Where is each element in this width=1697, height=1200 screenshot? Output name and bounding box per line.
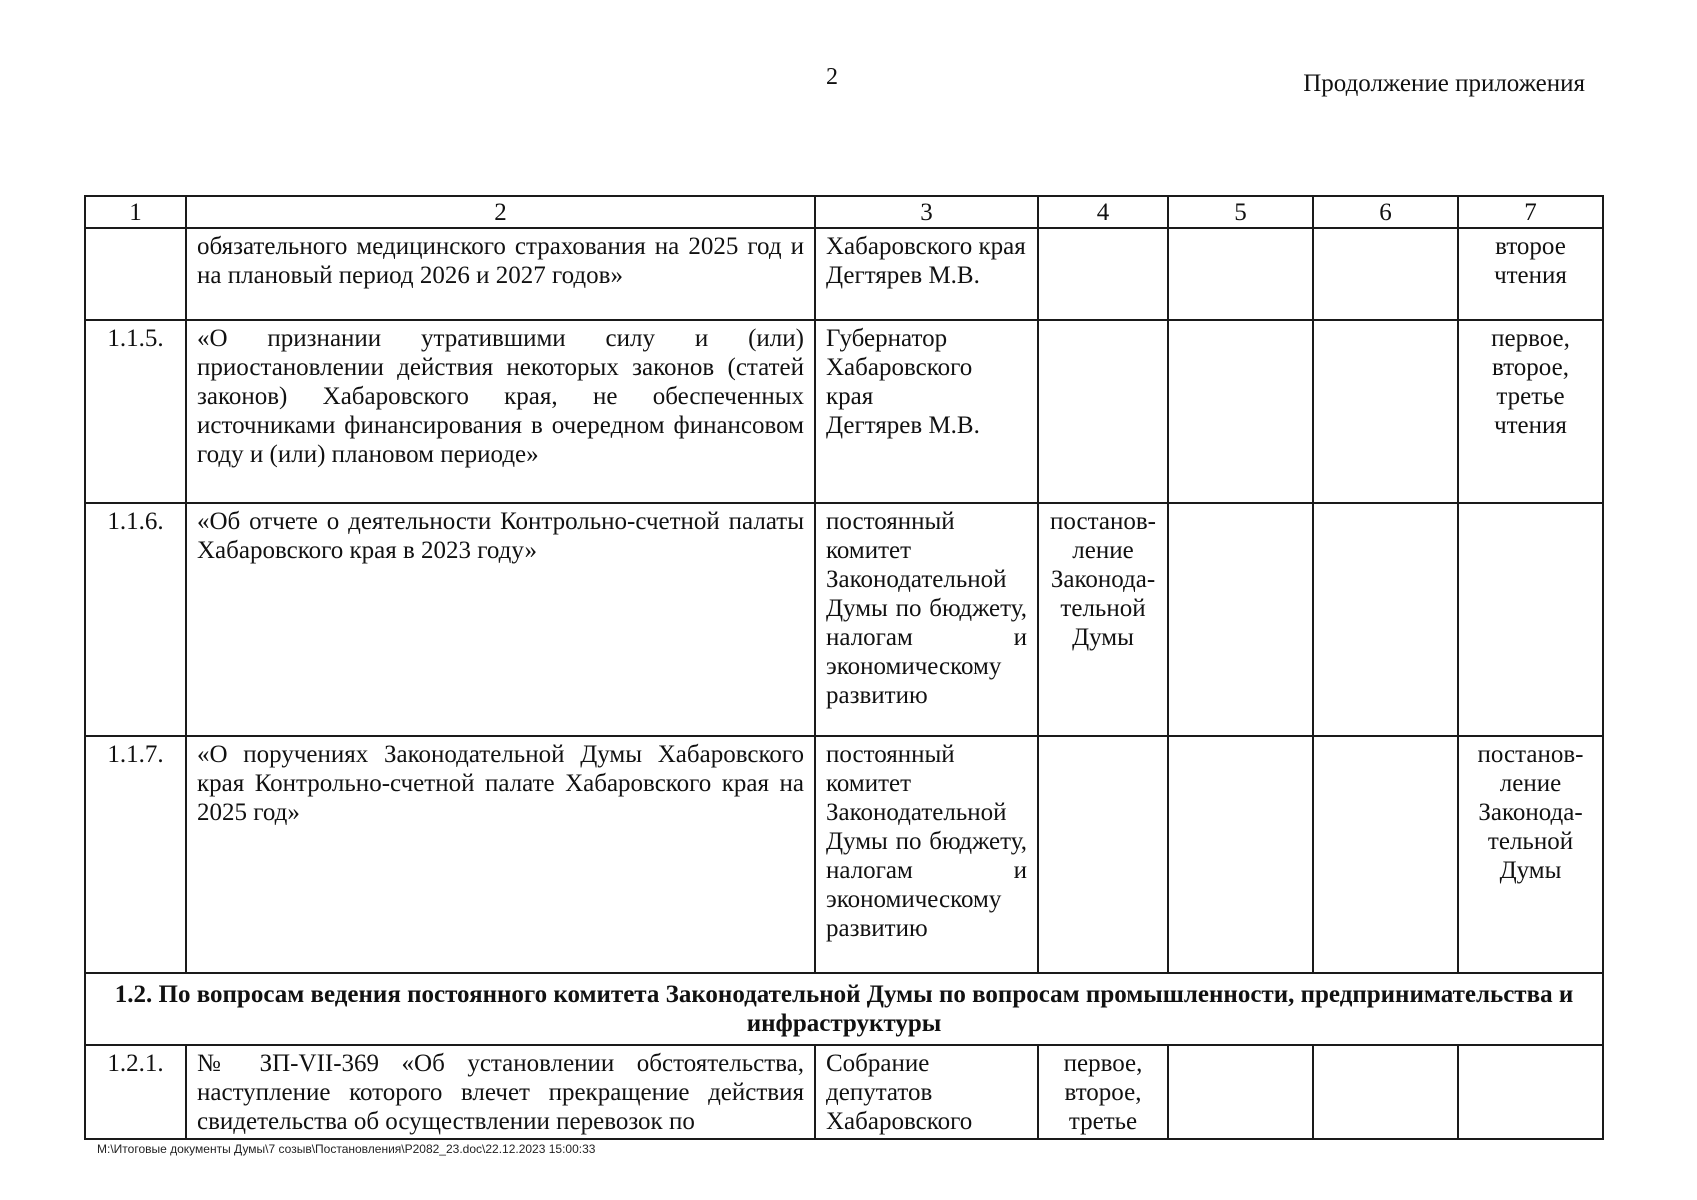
col-6-cell bbox=[1313, 736, 1458, 973]
item-title: № ЗП-VII-369 «Об установлении обстоятельства, наступление которого влечет прекращение действия свидетельства об осуществлении перевозок по bbox=[186, 1045, 815, 1139]
col-6-cell bbox=[1313, 1045, 1458, 1139]
reading-stage: второе чтения bbox=[1458, 228, 1603, 320]
reading-stage: первое, второе, третье чтения bbox=[1458, 320, 1603, 503]
form-of-decision bbox=[1038, 228, 1168, 320]
responsible: Хабаровского края Дегтярев М.В. bbox=[815, 228, 1038, 320]
header-col-4: 4 bbox=[1038, 196, 1168, 228]
col-5-cell bbox=[1168, 736, 1313, 973]
section-title: 1.2. По вопросам ведения постоянного комитета Законодательной Думы по вопросам промышленности, предпринимательства и инфраструктуры bbox=[85, 973, 1603, 1045]
plan-table bbox=[84, 195, 1604, 1140]
table-row bbox=[85, 228, 1603, 320]
reading-stage bbox=[1458, 1045, 1603, 1139]
row-number: 1.2.1. bbox=[85, 1045, 186, 1139]
table-row bbox=[85, 736, 1603, 973]
row-number bbox=[85, 228, 186, 320]
item-title: обязательного медицинского страхования на 2025 год и на плановый период 2026 и 2027 годов» bbox=[186, 228, 815, 320]
page-number: 2 bbox=[826, 64, 838, 90]
responsible: постоянный комитет Законодательной Думы по бюджету, налогам и экономическому развитию bbox=[815, 503, 1038, 736]
item-title: «О признании утратившими силу и (или) приостановлении действия некоторых законов (статей законов) Хабаровского края, не обеспеченных источниками финансирования в очередном финансовом году и (или) плановом периоде» bbox=[186, 320, 815, 503]
header-continuation: Продолжение приложения bbox=[1303, 70, 1585, 97]
item-title: «О поручениях Законодательной Думы Хабаровского края Контрольно-счетной палате Хабаровского края на 2025 год» bbox=[186, 736, 815, 973]
form-of-decision bbox=[1038, 736, 1168, 973]
header-col-3: 3 bbox=[815, 196, 1038, 228]
row-number: 1.1.7. bbox=[85, 736, 186, 973]
col-5-cell bbox=[1168, 320, 1313, 503]
table-header-row bbox=[85, 196, 1603, 228]
col-6-cell bbox=[1313, 228, 1458, 320]
reading-stage bbox=[1458, 503, 1603, 736]
col-6-cell bbox=[1313, 503, 1458, 736]
header-col-6: 6 bbox=[1313, 196, 1458, 228]
reading-stage: постанов- ление Законода- тельной Думы bbox=[1458, 736, 1603, 973]
col-5-cell bbox=[1168, 1045, 1313, 1139]
col-5-cell bbox=[1168, 503, 1313, 736]
form-of-decision bbox=[1038, 320, 1168, 503]
file-path-footer: M:\Итоговые документы Думы\7 созыв\Постановления\P2082_23.doc\22.12.2023 15:00:33 bbox=[97, 1142, 596, 1156]
row-number: 1.1.5. bbox=[85, 320, 186, 503]
header-col-7: 7 bbox=[1458, 196, 1603, 228]
responsible: Губернатор Хабаровского края Дегтярев М.В. bbox=[815, 320, 1038, 503]
form-of-decision: постанов- ление Законода- тельной Думы bbox=[1038, 503, 1168, 736]
table-row bbox=[85, 503, 1603, 736]
responsible: постоянный комитет Законодательной Думы по бюджету, налогам и экономическому развитию bbox=[815, 736, 1038, 973]
header-col-2: 2 bbox=[186, 196, 815, 228]
form-of-decision: первое, второе, третье bbox=[1038, 1045, 1168, 1139]
table-row bbox=[85, 1045, 1603, 1139]
col-5-cell bbox=[1168, 228, 1313, 320]
section-row bbox=[85, 973, 1603, 1045]
table-row bbox=[85, 320, 1603, 503]
header-col-1: 1 bbox=[85, 196, 186, 228]
responsible: Собрание депутатов Хабаровского bbox=[815, 1045, 1038, 1139]
header-col-5: 5 bbox=[1168, 196, 1313, 228]
row-number: 1.1.6. bbox=[85, 503, 186, 736]
col-6-cell bbox=[1313, 320, 1458, 503]
item-title: «Об отчете о деятельности Контрольно-счетной палаты Хабаровского края в 2023 году» bbox=[186, 503, 815, 736]
